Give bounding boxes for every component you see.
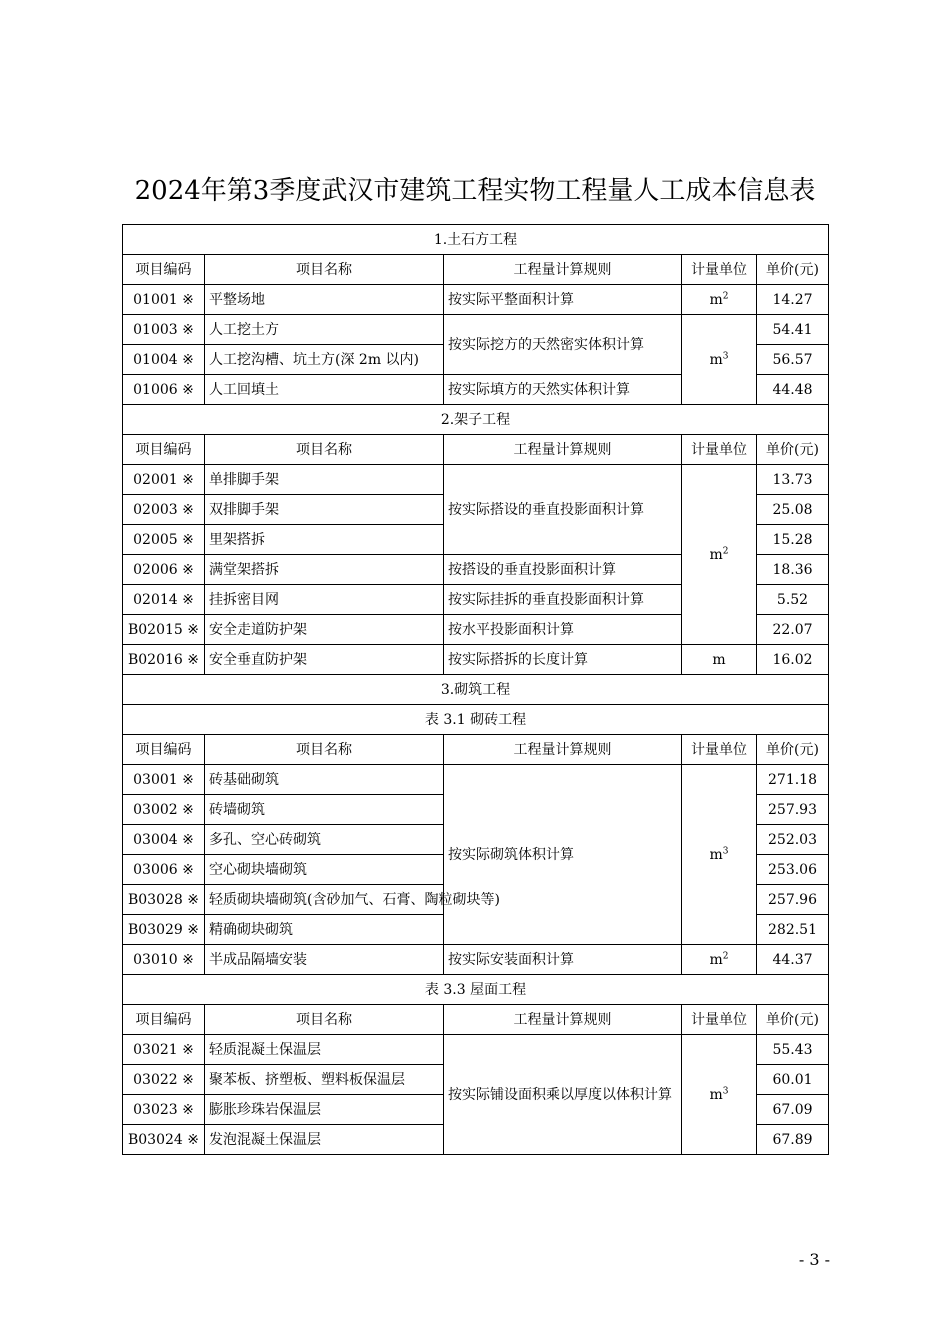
- item-name: 安全走道防护架: [205, 615, 444, 645]
- unit-base: m: [709, 846, 723, 863]
- item-code: 02006 ※: [123, 555, 205, 585]
- item-name: 半成品隔墙安装: [205, 945, 444, 975]
- item-code: 02005 ※: [123, 525, 205, 555]
- item-name: 发泡混凝土保温层: [205, 1125, 444, 1155]
- header-code: 项目编码: [123, 435, 205, 465]
- item-code: B02015 ※: [123, 615, 205, 645]
- item-rule: 按实际平整面积计算: [444, 285, 682, 315]
- item-code: 03021 ※: [123, 1035, 205, 1065]
- item-code: B03029 ※: [123, 915, 205, 945]
- section-header: [123, 225, 829, 255]
- header-name: 项目名称: [205, 435, 444, 465]
- unit-base: m: [709, 351, 723, 368]
- table-row: [123, 285, 829, 315]
- header-rule: 工程量计算规则: [444, 1005, 682, 1035]
- header-unit: 计量单位: [682, 735, 757, 765]
- header-name: 项目名称: [205, 1005, 444, 1035]
- section-title: 3.砌筑工程: [123, 675, 829, 705]
- item-code: B02016 ※: [123, 645, 205, 675]
- header-unit: 计量单位: [682, 255, 757, 285]
- item-rule: 按搭设的垂直投影面积计算: [444, 555, 682, 585]
- item-name: 单排脚手架: [205, 465, 444, 495]
- column-header-row: [123, 255, 829, 285]
- unit-base: m: [709, 951, 723, 968]
- table-row: [123, 765, 829, 795]
- item-unit: [682, 285, 757, 315]
- item-name: 轻质混凝土保温层: [205, 1035, 444, 1065]
- unit-exponent: 2: [722, 545, 729, 556]
- subsection-title: 表 3.1 砌砖工程: [123, 705, 829, 735]
- section-header: [123, 675, 829, 705]
- subsection-title: 表 3.3 屋面工程: [123, 975, 829, 1005]
- item-price: 56.57: [757, 345, 829, 375]
- section-title: 2.架子工程: [123, 405, 829, 435]
- item-price: 252.03: [757, 825, 829, 855]
- item-name: 人工回填土: [205, 375, 444, 405]
- item-code: 03010 ※: [123, 945, 205, 975]
- item-rule: 按实际安装面积计算: [444, 945, 682, 975]
- item-name: 满堂架搭拆: [205, 555, 444, 585]
- header-unit: 计量单位: [682, 1005, 757, 1035]
- page-title: 2024年第3季度武汉市建筑工程实物工程量人工成本信息表: [134, 176, 816, 206]
- item-name: 砖基础砌筑: [205, 765, 444, 795]
- item-name: 多孔、空心砖砌筑: [205, 825, 444, 855]
- table-row: [123, 465, 829, 495]
- table-row: [123, 315, 829, 345]
- item-price: 44.37: [757, 945, 829, 975]
- header-code: 项目编码: [123, 735, 205, 765]
- item-code: 01006 ※: [123, 375, 205, 405]
- header-price: 单价(元): [757, 1005, 829, 1035]
- unit-exponent: 2: [722, 950, 729, 961]
- item-price: 44.48: [757, 375, 829, 405]
- subsection-header: [123, 975, 829, 1005]
- item-price: 271.18: [757, 765, 829, 795]
- item-price: 18.36: [757, 555, 829, 585]
- item-code: 01001 ※: [123, 285, 205, 315]
- item-name: 挂拆密目网: [205, 585, 444, 615]
- unit-base: m: [709, 1086, 723, 1103]
- item-name: 精确砌块砌筑: [205, 915, 444, 945]
- unit-exponent: 3: [722, 350, 729, 361]
- item-rule: 按实际挖方的天然密实体积计算: [444, 315, 682, 375]
- item-rule: 按实际挂拆的垂直投影面积计算: [444, 585, 682, 615]
- item-unit: [682, 315, 757, 405]
- item-rule: 按实际搭拆的长度计算: [444, 645, 682, 675]
- header-rule: 工程量计算规则: [444, 435, 682, 465]
- unit-exponent: 3: [722, 1085, 729, 1096]
- header-code: 项目编码: [123, 1005, 205, 1035]
- item-name: 平整场地: [205, 285, 444, 315]
- item-rule: 按实际搭设的垂直投影面积计算: [444, 465, 682, 555]
- item-unit: [682, 465, 757, 645]
- item-code: 02001 ※: [123, 465, 205, 495]
- unit-base: m: [709, 546, 723, 563]
- section-title: 1.土石方工程: [123, 225, 829, 255]
- item-name: 砖墙砌筑: [205, 795, 444, 825]
- item-code: 03002 ※: [123, 795, 205, 825]
- header-unit: 计量单位: [682, 435, 757, 465]
- item-price: 257.93: [757, 795, 829, 825]
- unit-base: m: [709, 291, 723, 308]
- item-price: 5.52: [757, 585, 829, 615]
- item-price: 60.01: [757, 1065, 829, 1095]
- item-price: 16.02: [757, 645, 829, 675]
- cost-table: [122, 224, 829, 1155]
- item-code: 03023 ※: [123, 1095, 205, 1125]
- item-code: 01004 ※: [123, 345, 205, 375]
- subsection-header: [123, 705, 829, 735]
- item-code: 02014 ※: [123, 585, 205, 615]
- item-rule: 按实际铺设面积乘以厚度以体积计算: [444, 1035, 682, 1155]
- unit-exponent: 3: [722, 845, 729, 856]
- item-price: 282.51: [757, 915, 829, 945]
- item-price: 14.27: [757, 285, 829, 315]
- item-name: 人工挖沟槽、坑土方(深 2m 以内): [205, 345, 444, 375]
- item-name: 膨胀珍珠岩保温层: [205, 1095, 444, 1125]
- item-price: 22.07: [757, 615, 829, 645]
- section-header: [123, 405, 829, 435]
- item-unit: [682, 765, 757, 945]
- item-name: 双排脚手架: [205, 495, 444, 525]
- item-rule: 按实际砌筑体积计算: [444, 765, 682, 945]
- item-code: 03006 ※: [123, 855, 205, 885]
- item-code: B03024 ※: [123, 1125, 205, 1155]
- item-name: 空心砌块墙砌筑: [205, 855, 444, 885]
- item-unit: [682, 1035, 757, 1155]
- column-header-row: [123, 435, 829, 465]
- item-code: B03028 ※: [123, 885, 205, 915]
- header-rule: 工程量计算规则: [444, 735, 682, 765]
- item-unit: m: [682, 645, 757, 675]
- item-price: 25.08: [757, 495, 829, 525]
- item-code: 03001 ※: [123, 765, 205, 795]
- table-row: [123, 1035, 829, 1065]
- item-code: 03022 ※: [123, 1065, 205, 1095]
- header-price: 单价(元): [757, 435, 829, 465]
- header-name: 项目名称: [205, 255, 444, 285]
- item-rule: 按水平投影面积计算: [444, 615, 682, 645]
- item-name: 轻质砌块墙砌筑(含砂加气、石膏、陶粒砌块等): [205, 885, 444, 915]
- item-name: 安全垂直防护架: [205, 645, 444, 675]
- item-price: 13.73: [757, 465, 829, 495]
- item-price: 253.06: [757, 855, 829, 885]
- column-header-row: [123, 735, 829, 765]
- item-price: 55.43: [757, 1035, 829, 1065]
- item-name: 里架搭拆: [205, 525, 444, 555]
- item-rule: 按实际填方的天然实体积计算: [444, 375, 682, 405]
- header-code: 项目编码: [123, 255, 205, 285]
- item-code: 03004 ※: [123, 825, 205, 855]
- item-code: 02003 ※: [123, 495, 205, 525]
- item-name: 人工挖土方: [205, 315, 444, 345]
- item-price: 67.09: [757, 1095, 829, 1125]
- item-price: 257.96: [757, 885, 829, 915]
- item-price: 54.41: [757, 315, 829, 345]
- header-rule: 工程量计算规则: [444, 255, 682, 285]
- table-row: [123, 945, 829, 975]
- table-row: [123, 645, 829, 675]
- item-name: 聚苯板、挤塑板、塑料板保温层: [205, 1065, 444, 1095]
- item-code: 01003 ※: [123, 315, 205, 345]
- header-name: 项目名称: [205, 735, 444, 765]
- column-header-row: [123, 1005, 829, 1035]
- unit-exponent: 2: [722, 290, 729, 301]
- page-number: - 3 -: [798, 1250, 830, 1269]
- item-price: 15.28: [757, 525, 829, 555]
- header-price: 单价(元): [757, 255, 829, 285]
- item-price: 67.89: [757, 1125, 829, 1155]
- header-price: 单价(元): [757, 735, 829, 765]
- item-unit: [682, 945, 757, 975]
